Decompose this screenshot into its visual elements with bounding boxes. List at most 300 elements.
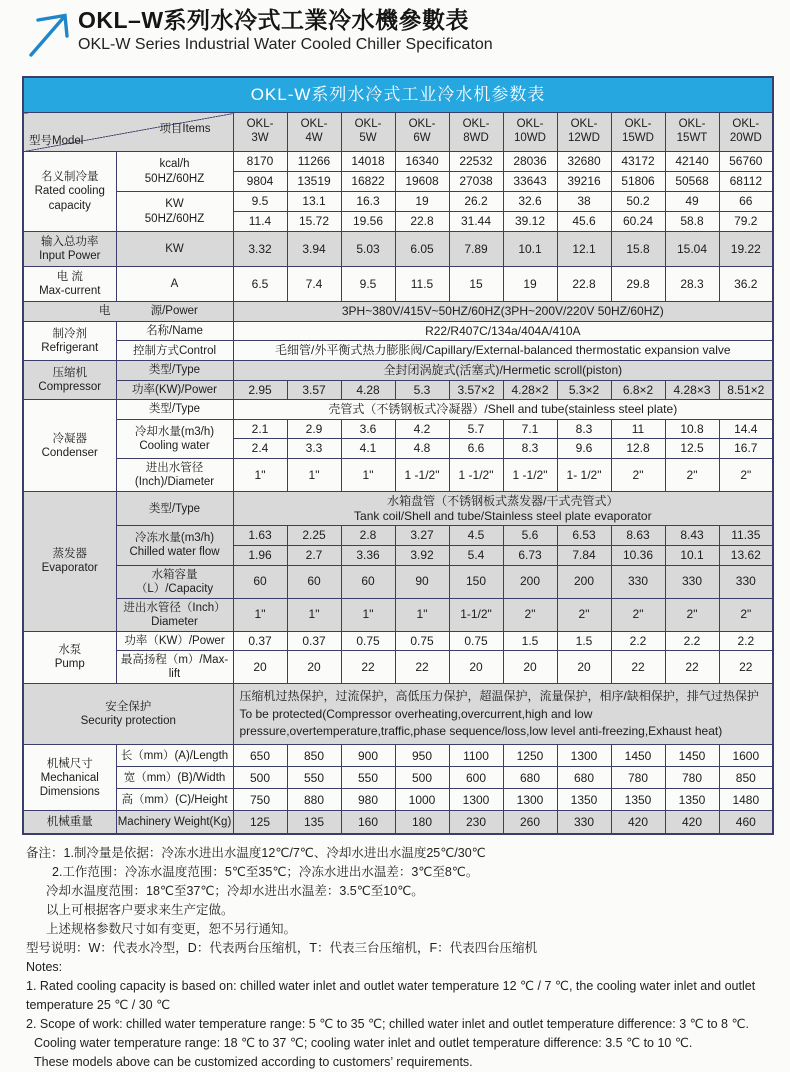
value-cell: 125 [233, 811, 287, 834]
item-label-cell: 冷冻水量(m3/h) Chilled water flow [116, 526, 233, 565]
table-row [23, 400, 773, 420]
value-cell: 60 [233, 565, 287, 598]
value-cell: 16.7 [719, 439, 773, 459]
note-line: temperature 25 ℃ / 30 ℃ [26, 997, 171, 1012]
value-cell: 42140 [665, 152, 719, 172]
value-cell: 1-1/2" [449, 598, 503, 631]
notes-zh [26, 844, 766, 958]
value-cell: 1" [395, 598, 449, 631]
value-cell: 1450 [611, 745, 665, 767]
value-cell: 780 [665, 767, 719, 789]
value-cell: 13519 [287, 172, 341, 192]
value-cell: 550 [287, 767, 341, 789]
value-cell: 1300 [449, 789, 503, 811]
model-header-cell: OKL- 12WD [557, 113, 611, 152]
value-cell: 3.6 [341, 419, 395, 439]
value-cell: 22 [395, 651, 449, 684]
value-cell: 2" [719, 598, 773, 631]
spec-table-body [23, 113, 773, 834]
table-title-bar: OKL-W系列水冷式工业冷水机参数表 [23, 77, 773, 113]
value-cell: 200 [557, 565, 611, 598]
note-line: These models above can be customized according to customers’ requirements. [34, 1054, 473, 1069]
value-cell: 4.28×2 [503, 380, 557, 400]
value-cell: 1 -1/2" [449, 459, 503, 492]
table-row [23, 526, 773, 546]
value-cell: 1000 [395, 789, 449, 811]
note-line: 2. Scope of work: chilled water temperature range: 5 ℃ to 35 ℃; chilled water inlet and outlet temperature difference: 3 ℃ to 8 ℃. [26, 1016, 749, 1031]
value-cell: 2.8 [341, 526, 395, 546]
value-cell: 50.2 [611, 192, 665, 212]
value-cell: 4.28×3 [665, 380, 719, 400]
value-cell: 3.92 [395, 545, 449, 565]
value-cell: 16.3 [341, 192, 395, 212]
value-cell: 56760 [719, 152, 773, 172]
value-cell: 22 [611, 651, 665, 684]
row-label-cell: 机械重量 [23, 811, 116, 834]
value-cell: 850 [287, 745, 341, 767]
value-cell: 1450 [665, 745, 719, 767]
value-cell: 1350 [557, 789, 611, 811]
table-row [23, 811, 773, 834]
model-header-cell: OKL- 15WT [665, 113, 719, 152]
value-cell: 1350 [665, 789, 719, 811]
row-label-cell: 名义制冷量 Rated cooling capacity [23, 152, 116, 232]
page-titles [78, 6, 493, 56]
value-cell: 13.62 [719, 545, 773, 565]
value-cell: 0.37 [287, 631, 341, 651]
value-cell: 150 [449, 565, 503, 598]
value-cell: 2" [503, 598, 557, 631]
item-label-cell: A [116, 267, 233, 302]
value-cell: 2" [719, 459, 773, 492]
value-cell: 66 [719, 192, 773, 212]
value-cell: 9.5 [341, 267, 395, 302]
value-cell: 22532 [449, 152, 503, 172]
item-label-cell: 进出水管径（Inch） Diameter [116, 598, 233, 631]
item-label-cell: 功率(KW)/Power [116, 380, 233, 400]
note-line: 备注：1.制冷量是依据：冷冻水进出水温度12℃/7℃、冷却水进出水温度25℃/30℃ [26, 845, 486, 860]
row-label-cell: 机械尺寸 Mechanical Dimensions [23, 745, 116, 811]
value-cell: 1.96 [233, 545, 287, 565]
value-cell: 2" [611, 598, 665, 631]
item-label-cell: 功率（KW）/Power [116, 631, 233, 651]
value-cell: 6.73 [503, 545, 557, 565]
value-cell: 2.2 [611, 631, 665, 651]
value-cell: 1.5 [557, 631, 611, 651]
value-cell: 43172 [611, 152, 665, 172]
value-cell: 10.1 [503, 232, 557, 267]
value-cell: 330 [557, 811, 611, 834]
merged-value-cell: 水箱盘管（不锈钢板式蒸发器/干式壳管式） Tank coil/Shell and tube/Stainless steel plate evaporator [233, 492, 773, 526]
value-cell: 39.12 [503, 212, 557, 232]
model-header-cell: OKL- 10WD [503, 113, 557, 152]
value-cell: 60 [341, 565, 395, 598]
value-cell: 8.51×2 [719, 380, 773, 400]
value-cell: 1300 [503, 789, 557, 811]
table-row [23, 565, 773, 598]
table-row [23, 684, 773, 745]
value-cell: 3.3 [287, 439, 341, 459]
value-cell: 2.9 [287, 419, 341, 439]
table-row [23, 789, 773, 811]
value-cell: 230 [449, 811, 503, 834]
item-label-cell: kcal/h 50HZ/60HZ [116, 152, 233, 192]
merged-value-cell: 全封闭涡旋式(活塞式)/Hermetic scroll(piston) [233, 360, 773, 380]
value-cell: 6.53 [557, 526, 611, 546]
value-cell: 330 [611, 565, 665, 598]
table-row [23, 651, 773, 684]
value-cell: 11.4 [233, 212, 287, 232]
value-cell: 51806 [611, 172, 665, 192]
value-cell: 9804 [233, 172, 287, 192]
corner-cell [23, 113, 233, 152]
value-cell: 0.75 [341, 631, 395, 651]
value-cell: 68112 [719, 172, 773, 192]
item-label-cell: 名称/Name [116, 321, 233, 341]
row-label-cell: 压缩机 Compressor [23, 360, 116, 399]
value-cell: 8.3 [503, 439, 557, 459]
value-cell: 1 -1/2" [503, 459, 557, 492]
value-cell: 1480 [719, 789, 773, 811]
value-cell: 2" [665, 459, 719, 492]
model-header-cell: OKL- 20WD [719, 113, 773, 152]
value-cell: 5.3 [395, 380, 449, 400]
value-cell: 14.4 [719, 419, 773, 439]
item-label-cell: 高（mm）(C)/Height [116, 789, 233, 811]
value-cell: 5.7 [449, 419, 503, 439]
value-cell: 2" [611, 459, 665, 492]
value-cell: 60.24 [611, 212, 665, 232]
value-cell: 19 [503, 267, 557, 302]
value-cell: 880 [287, 789, 341, 811]
value-cell: 950 [395, 745, 449, 767]
table-row [23, 459, 773, 492]
row-label-cell: 安全保护 Security protection [23, 684, 233, 745]
value-cell: 45.6 [557, 212, 611, 232]
value-cell: 15 [449, 267, 503, 302]
page-title-en: OKL-W Series Industrial Water Cooled Chiller Specificaton [78, 35, 493, 53]
item-label-cell: 控制方式Control [116, 341, 233, 361]
value-cell: 180 [395, 811, 449, 834]
value-cell: 50568 [665, 172, 719, 192]
merged-value-cell: 3PH~380V/415V~50HZ/60HZ(3PH~200V/220V 50HZ/60HZ) [233, 302, 773, 322]
note-line: 型号说明：W：代表水冷型，D：代表两台压缩机，T：代表三台压缩机，F：代表四台压缩机 [26, 940, 538, 955]
corner-model-label: 型号Model [29, 134, 84, 147]
value-cell: 14018 [341, 152, 395, 172]
item-label-cell: 类型/Type [116, 400, 233, 420]
note-line: 上述规格参数尺寸如有变更，恕不另行通知。 [46, 921, 297, 936]
item-label-cell: 水箱容量（L）/Capacity [116, 565, 233, 598]
value-cell: 9.6 [557, 439, 611, 459]
value-cell: 10.36 [611, 545, 665, 565]
value-cell: 260 [503, 811, 557, 834]
model-header-cell: OKL- 8WD [449, 113, 503, 152]
value-cell: 13.1 [287, 192, 341, 212]
value-cell: 7.84 [557, 545, 611, 565]
row-label-cell: 电 流 Max-current [23, 267, 116, 302]
value-cell: 9.5 [233, 192, 287, 212]
note-line: 以上可根据客户要求来生产定做。 [46, 902, 234, 917]
value-cell: 1" [341, 598, 395, 631]
notes [26, 844, 766, 1072]
value-cell: 39216 [557, 172, 611, 192]
value-cell: 22.8 [557, 267, 611, 302]
value-cell: 1350 [611, 789, 665, 811]
value-cell: 900 [341, 745, 395, 767]
value-cell: 31.44 [449, 212, 503, 232]
row-label-cell: 水泵 Pump [23, 631, 116, 684]
table-row [23, 341, 773, 361]
value-cell: 19.22 [719, 232, 773, 267]
value-cell: 20 [449, 651, 503, 684]
item-label-cell: 宽（mm）(B)/Width [116, 767, 233, 789]
value-cell: 6.05 [395, 232, 449, 267]
value-cell: 20 [557, 651, 611, 684]
value-cell: 550 [341, 767, 395, 789]
value-cell: 38 [557, 192, 611, 212]
value-cell: 19 [395, 192, 449, 212]
value-cell: 1.63 [233, 526, 287, 546]
value-cell: 780 [611, 767, 665, 789]
value-cell: 2.7 [287, 545, 341, 565]
value-cell: 5.3×2 [557, 380, 611, 400]
value-cell: 11.35 [719, 526, 773, 546]
value-cell: 4.28 [341, 380, 395, 400]
value-cell: 29.8 [611, 267, 665, 302]
note-line: 1. Rated cooling capacity is based on: chilled water inlet and outlet water temperature 12 ℃ / 7 ℃, the cooling water inlet and outlet [26, 978, 756, 993]
model-header-row [23, 113, 773, 152]
value-cell: 20 [233, 651, 287, 684]
value-cell: 3.36 [341, 545, 395, 565]
value-cell: 11266 [287, 152, 341, 172]
value-cell: 8.43 [665, 526, 719, 546]
value-cell: 330 [665, 565, 719, 598]
value-cell: 7.4 [287, 267, 341, 302]
value-cell: 4.2 [395, 419, 449, 439]
value-cell: 750 [233, 789, 287, 811]
value-cell: 2" [665, 598, 719, 631]
value-cell: 1" [233, 459, 287, 492]
value-cell: 460 [719, 811, 773, 834]
item-label-cell: 最高扬程（m）/Max-lift [116, 651, 233, 684]
value-cell: 0.75 [449, 631, 503, 651]
value-cell: 20 [503, 651, 557, 684]
table-row [23, 192, 773, 212]
value-cell: 1 -1/2" [395, 459, 449, 492]
value-cell: 49 [665, 192, 719, 212]
value-cell: 2.2 [665, 631, 719, 651]
table-row [23, 321, 773, 341]
table-row [23, 492, 773, 526]
table-row [23, 419, 773, 439]
model-header-cell: OKL- 15WD [611, 113, 665, 152]
value-cell: 12.5 [665, 439, 719, 459]
item-label-cell: 进出水管径 (Inch)/Diameter [116, 459, 233, 492]
merged-value-cell: 壳管式（不锈钢板式冷凝器）/Shell and tube(stainless steel plate) [233, 400, 773, 420]
row-label-cell: 制冷剂 Refrigerant [23, 321, 116, 360]
value-cell: 79.2 [719, 212, 773, 232]
value-cell: 22 [719, 651, 773, 684]
table-row [23, 360, 773, 380]
value-cell: 980 [341, 789, 395, 811]
value-cell: 3.57 [287, 380, 341, 400]
value-cell: 6.8×2 [611, 380, 665, 400]
note-line: Notes: [26, 959, 63, 974]
value-cell: 12.1 [557, 232, 611, 267]
value-cell: 0.75 [395, 631, 449, 651]
table-row [23, 152, 773, 172]
table-row [23, 745, 773, 767]
value-cell: 15.72 [287, 212, 341, 232]
value-cell: 500 [395, 767, 449, 789]
corner-items-label: 项目Items [159, 123, 211, 135]
value-cell: 650 [233, 745, 287, 767]
value-cell: 4.5 [449, 526, 503, 546]
item-label-cell: Machinery Weight(Kg) [116, 811, 233, 834]
value-cell: 1300 [557, 745, 611, 767]
row-label-cell: 蒸发器 Evaporator [23, 492, 116, 632]
value-cell: 16340 [395, 152, 449, 172]
value-cell: 0.37 [233, 631, 287, 651]
value-cell: 7.89 [449, 232, 503, 267]
value-cell: 1- 1/2" [557, 459, 611, 492]
value-cell: 420 [665, 811, 719, 834]
value-cell: 11 [611, 419, 665, 439]
model-header-cell: OKL- 6W [395, 113, 449, 152]
value-cell: 1600 [719, 745, 773, 767]
value-cell: 850 [719, 767, 773, 789]
item-label-cell: KW 50HZ/60HZ [116, 192, 233, 232]
spec-table [22, 76, 774, 835]
value-cell: 11.5 [395, 267, 449, 302]
value-cell: 2" [557, 598, 611, 631]
value-cell: 8.63 [611, 526, 665, 546]
value-cell: 16822 [341, 172, 395, 192]
value-cell: 90 [395, 565, 449, 598]
model-header-cell: OKL- 3W [233, 113, 287, 152]
table-row [23, 631, 773, 651]
value-cell: 10.1 [665, 545, 719, 565]
value-cell: 27038 [449, 172, 503, 192]
value-cell: 22.8 [395, 212, 449, 232]
spec-table-wrap [22, 76, 769, 835]
value-cell: 12.8 [611, 439, 665, 459]
table-row [23, 302, 773, 322]
value-cell: 3.57×2 [449, 380, 503, 400]
value-cell: 1" [341, 459, 395, 492]
value-cell: 680 [557, 767, 611, 789]
value-cell: 4.8 [395, 439, 449, 459]
value-cell: 160 [341, 811, 395, 834]
value-cell: 2.95 [233, 380, 287, 400]
value-cell: 1" [287, 459, 341, 492]
table-row [23, 380, 773, 400]
value-cell: 3.94 [287, 232, 341, 267]
value-cell: 1100 [449, 745, 503, 767]
page-header [0, 0, 790, 68]
value-cell: 2.4 [233, 439, 287, 459]
merged-value-cell: R22/R407C/134a/404A/410A [233, 321, 773, 341]
value-cell: 330 [719, 565, 773, 598]
value-cell: 8.3 [557, 419, 611, 439]
table-row [23, 232, 773, 267]
merged-value-cell: 毛细管/外平衡式热力膨胀阀/Capillary/External-balanced thermostatic expansion valve [233, 341, 773, 361]
value-cell: 200 [503, 565, 557, 598]
note-line: 2.工作范围：冷冻水温度范围：5℃至35℃；冷冻水进出水温差：3℃至8℃。 [52, 864, 479, 879]
value-cell: 1250 [503, 745, 557, 767]
value-cell: 32680 [557, 152, 611, 172]
value-cell: 6.5 [233, 267, 287, 302]
value-cell: 19608 [395, 172, 449, 192]
value-cell: 15.04 [665, 232, 719, 267]
value-cell: 3.27 [395, 526, 449, 546]
table-row [23, 767, 773, 789]
value-cell: 420 [611, 811, 665, 834]
value-cell: 60 [287, 565, 341, 598]
power-label-left: 电 [98, 305, 111, 318]
value-cell: 2.2 [719, 631, 773, 651]
value-cell: 5.6 [503, 526, 557, 546]
item-label-cell: 类型/Type [116, 360, 233, 380]
value-cell: 600 [449, 767, 503, 789]
value-cell: 22 [341, 651, 395, 684]
merged-value-cell: 压缩机过热保护，过流保护，高低压力保护，超温保护，流量保护，相序/缺相保护，排气过热保护 To be protected(Compressor overheating,overcurrent,high and low pressure,overtemperature,traffic,phase sequence/loss,low level anti-freezing,Exhaust heat) [233, 684, 773, 745]
note-line: Cooling water temperature range: 18 ℃ to 37 ℃; cooling water inlet and outlet temperature difference: 3.5 ℃ to 10 ℃. [34, 1035, 693, 1050]
arrow-up-right-icon [24, 8, 72, 60]
page-title-zh: OKL–W系列水冷式工業冷水機參數表 [78, 7, 470, 33]
value-cell: 3.32 [233, 232, 287, 267]
value-cell: 2.25 [287, 526, 341, 546]
item-label-cell: KW [116, 232, 233, 267]
item-label-cell: 类型/Type [116, 492, 233, 526]
value-cell: 58.8 [665, 212, 719, 232]
value-cell: 28036 [503, 152, 557, 172]
value-cell: 1" [233, 598, 287, 631]
row-label-cell: 输入总功率 Input Power [23, 232, 116, 267]
value-cell: 4.1 [341, 439, 395, 459]
value-cell: 5.03 [341, 232, 395, 267]
value-cell: 2.1 [233, 419, 287, 439]
notes-en [26, 958, 766, 1072]
value-cell: 135 [287, 811, 341, 834]
value-cell: 10.8 [665, 419, 719, 439]
value-cell: 32.6 [503, 192, 557, 212]
model-header-cell: OKL- 5W [341, 113, 395, 152]
value-cell: 26.2 [449, 192, 503, 212]
value-cell: 33643 [503, 172, 557, 192]
value-cell: 8170 [233, 152, 287, 172]
value-cell: 1.5 [503, 631, 557, 651]
value-cell: 36.2 [719, 267, 773, 302]
value-cell: 5.4 [449, 545, 503, 565]
power-label-right: 源/Power [150, 305, 198, 318]
value-cell: 22 [665, 651, 719, 684]
value-cell: 19.56 [341, 212, 395, 232]
value-cell: 1" [287, 598, 341, 631]
note-line: 冷却水温度范围：18℃至37℃；冷却水进出水温差：3.5℃至10℃。 [46, 883, 424, 898]
item-label-cell: 长（mm）(A)/Length [116, 745, 233, 767]
table-row [23, 598, 773, 631]
value-cell: 7.1 [503, 419, 557, 439]
value-cell: 500 [233, 767, 287, 789]
value-cell: 680 [503, 767, 557, 789]
value-cell: 15.8 [611, 232, 665, 267]
value-cell: 28.3 [665, 267, 719, 302]
power-label-cell [23, 302, 233, 322]
value-cell: 6.6 [449, 439, 503, 459]
value-cell: 20 [287, 651, 341, 684]
row-label-cell: 冷凝器 Condenser [23, 400, 116, 492]
